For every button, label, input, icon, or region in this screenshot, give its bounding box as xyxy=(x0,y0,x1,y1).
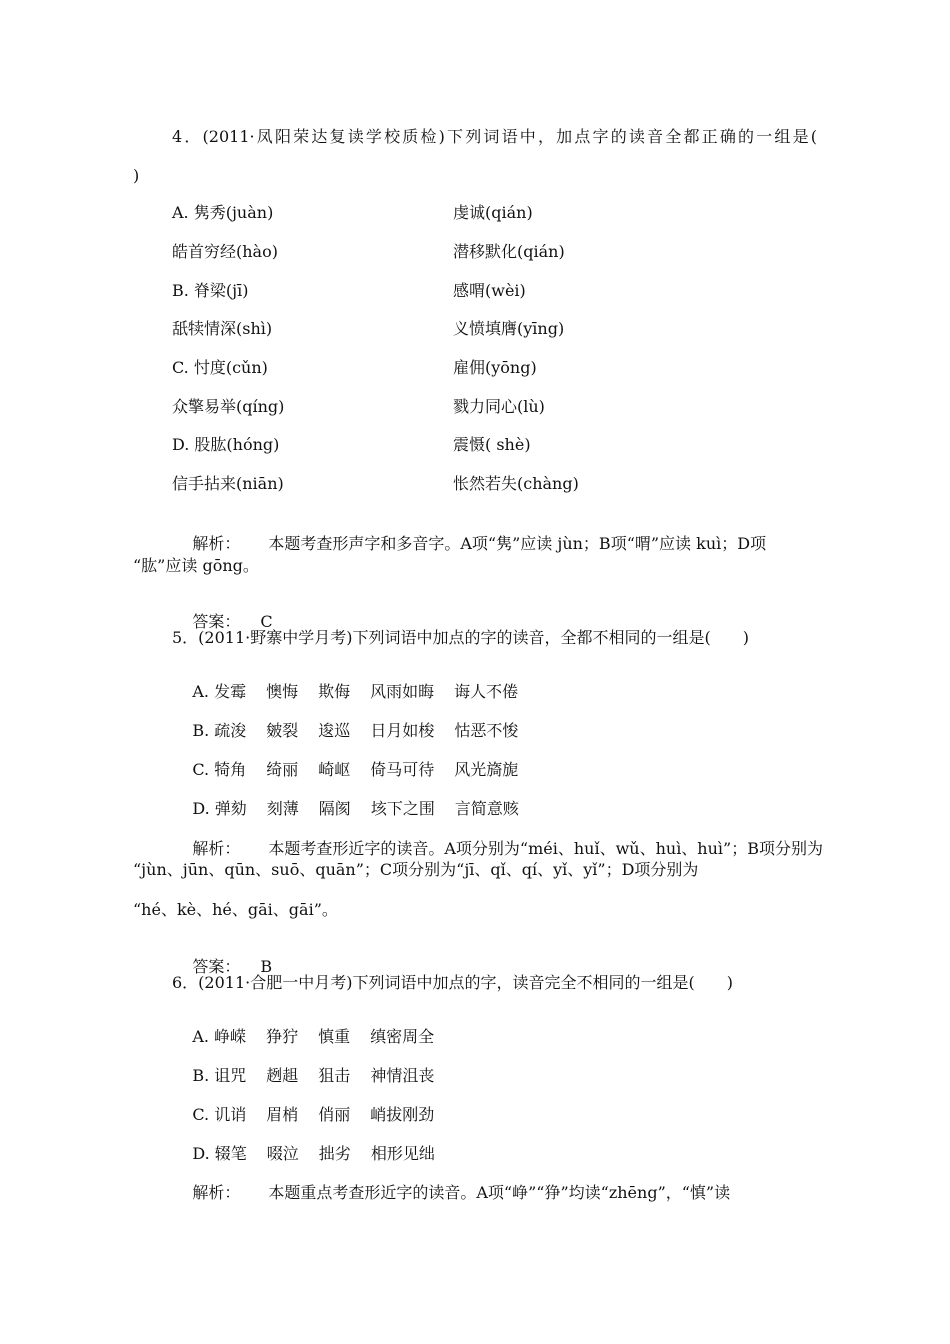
word: 俏丽 xyxy=(318,1105,351,1124)
word: C. 讥诮 xyxy=(192,1105,247,1124)
word: 风光旖旎 xyxy=(454,760,519,779)
answer-value: C xyxy=(260,612,273,631)
word: B. 诅咒 xyxy=(192,1066,247,1085)
word: 言简意赅 xyxy=(454,799,519,818)
q4-option-c-left2: 众擎易举(qíng) xyxy=(172,397,285,416)
word: 崎岖 xyxy=(318,760,351,779)
q4-option-c-right1: 雇佣(yōng) xyxy=(453,358,537,377)
q4-analysis xyxy=(172,514,817,574)
word: D. 辍笔 xyxy=(192,1144,247,1163)
word: 趔趄 xyxy=(266,1066,299,1085)
q4-stem: 4．(2011·凤阳荣达复读学校质检)下列词语中，加点字的读音全都正确的一组是( xyxy=(172,127,817,146)
q4-option-a-right1: 虔诚(qián) xyxy=(453,203,533,222)
answer-value: B xyxy=(260,957,273,976)
word: 隔阂 xyxy=(318,799,351,818)
q4-stem-close: ) xyxy=(133,166,140,185)
analysis-text: 本题考查形声字和多音字。A项“隽”应读 jùn；B项“喟”应读 kuì；D项 xyxy=(268,534,767,553)
q4-option-a-right2: 潜移默化(qián) xyxy=(453,242,565,261)
q4-analysis-cont: “肱”应读 gōng。 xyxy=(133,556,259,575)
word: B. 疏浚 xyxy=(192,721,247,740)
q4-option-b-right2: 义愤填膺(yīng) xyxy=(453,319,565,338)
word: 狰狞 xyxy=(266,1027,299,1046)
word: 垓下之围 xyxy=(370,799,435,818)
word: A. 发霉 xyxy=(192,682,247,701)
analysis-label: 解析： xyxy=(192,839,241,858)
analysis-label: 解析： xyxy=(192,1183,241,1202)
word: 绮丽 xyxy=(266,760,299,779)
q6-analysis xyxy=(172,1163,817,1223)
word: 诲人不倦 xyxy=(454,682,519,701)
q4-option-b-right1: 感喟(wèi) xyxy=(453,281,526,300)
word: 峭拔刚劲 xyxy=(370,1105,435,1124)
word: 日月如梭 xyxy=(370,721,435,740)
q5-analysis-cont2: “hé、kè、hé、gāi、gāi”。 xyxy=(133,900,338,919)
word: 狙击 xyxy=(318,1066,351,1085)
q4-option-d-left2: 信手拈来(niān) xyxy=(172,474,284,493)
q4-option-d-right2: 怅然若失(chàng) xyxy=(453,474,579,493)
q5-stem: 5．(2011·野寨中学月考)下列词语中加点的字的读音，全都不相同的一组是( ) xyxy=(172,628,749,647)
word: 欺侮 xyxy=(318,682,351,701)
word: 眉梢 xyxy=(266,1105,299,1124)
q4-option-c-left1: C. 忖度(cǔn) xyxy=(172,358,268,377)
word: 啜泣 xyxy=(266,1144,299,1163)
q4-option-c-right2: 戮力同心(lù) xyxy=(453,397,545,416)
q4-option-d-left1: D. 股肱(hóng) xyxy=(172,435,280,454)
word: 皴裂 xyxy=(266,721,299,740)
word: 懊悔 xyxy=(266,682,299,701)
analysis-label: 解析： xyxy=(192,534,241,553)
word: 怙恶不悛 xyxy=(454,721,519,740)
word: 风雨如晦 xyxy=(370,682,435,701)
word: 缜密周全 xyxy=(370,1027,435,1046)
q4-option-d-right1: 震慑( shè) xyxy=(453,435,531,454)
q4-option-b-left2: 舐犊情深(shì) xyxy=(172,319,273,338)
q4-option-b-left1: B. 脊梁(jī) xyxy=(172,281,249,300)
word: 神情沮丧 xyxy=(370,1066,435,1085)
word: C. 犄角 xyxy=(192,760,247,779)
analysis-text: 本题考查形近字的读音。A项分别为“méi、huǐ、wǔ、huì、huì”；B项分别为 xyxy=(268,839,823,858)
q5-analysis-cont1: “jùn、jūn、qūn、suō、quān”；C项分别为“jī、qǐ、qí、yǐ、yǐ”；D项分别为 xyxy=(133,860,699,879)
answer-label: 答案： xyxy=(192,612,241,631)
answer-label: 答案： xyxy=(192,957,241,976)
word: 慎重 xyxy=(318,1027,351,1046)
word: 拙劣 xyxy=(318,1144,351,1163)
word: 倚马可待 xyxy=(370,760,435,779)
word: A. 峥嵘 xyxy=(192,1027,247,1046)
q4-option-a-left1: A. 隽秀(juàn) xyxy=(172,203,274,222)
word: 刻薄 xyxy=(266,799,299,818)
word: 相形见绌 xyxy=(370,1144,435,1163)
q6-stem: 6．(2011·合肥一中月考)下列词语中加点的字，读音完全不相同的一组是( ) xyxy=(172,973,733,992)
analysis-text: 本题重点考查形近字的读音。A项“峥”“狰”均读“zhēng”，“慎”读 xyxy=(268,1183,731,1202)
q4-option-a-left2: 皓首穷经(hào) xyxy=(172,242,278,261)
word: 逡巡 xyxy=(318,721,351,740)
word: D. 弹劾 xyxy=(192,799,247,818)
